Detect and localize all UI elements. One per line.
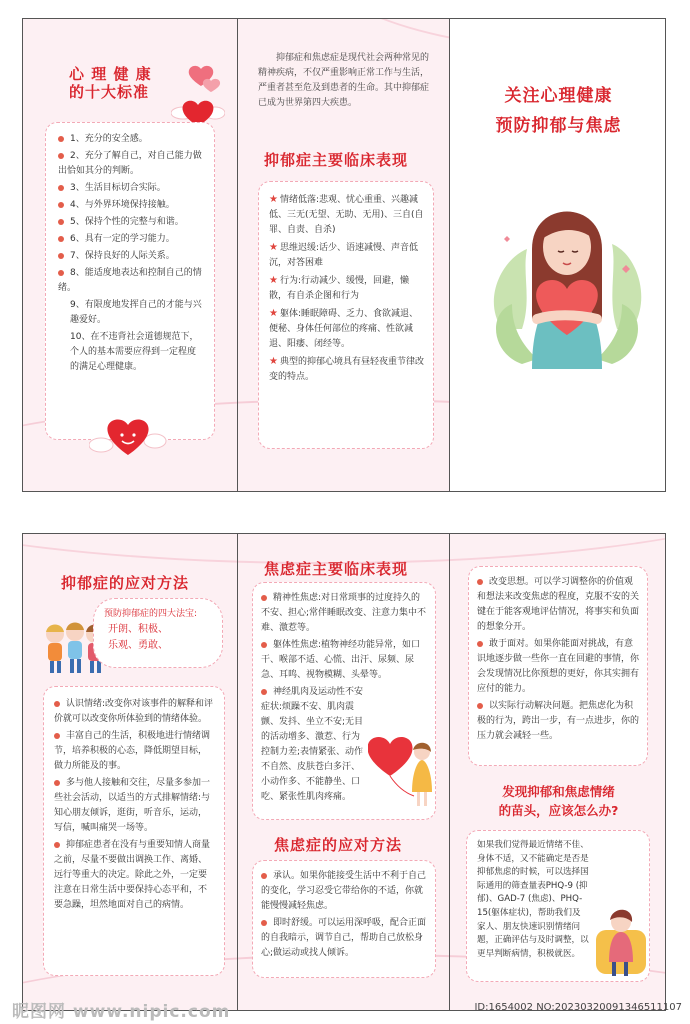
image-id-text: ID:1654002 NO:20230320091346511107: [474, 1002, 682, 1013]
four-treasures-bubble: [93, 598, 223, 668]
section-heading: 焦虑症的应对方法: [274, 836, 403, 854]
list-item: ★ 情绪低落:悲观、忧心重重、兴趣减低、三无(无望、无助、无用)、三自(自罪、自责、自杀): [269, 194, 424, 235]
list-item: 7、保持良好的人际关系。: [58, 249, 204, 264]
title-line-1: 心 理 健 康: [69, 65, 152, 83]
list-item: ★ 躯体:睡眠障碍、乏力、食欲减退、便秘、身体任何部位的疼痛、性欲减退、阳痿、闭经等。: [269, 308, 419, 349]
footer: [0, 994, 690, 1024]
list-item: 躯体性焦虑:植物神经功能异常，如口干、喉部不适、心慌、出汗、尿频、尿急、耳鸣、视物模糊、头晕等。: [261, 640, 421, 680]
brochure-back-sheet: [22, 533, 666, 1011]
cover-title-line-2: 预防抑郁与焦虑: [495, 116, 622, 136]
list-item: 神经肌肉及运动性不安症状:烦躁不安、肌肉震颤、发抖、坐立不安;无目的活动增多、激惹、行为控制力差;表情紧张、动作不自然、皮肤苍白多汗、小动作多、不能静坐、口吃、紧张性肌肉疼痛。: [261, 687, 364, 802]
list-item: 抑郁症患者在没有与重要知情人商量之前，尽量不要做出调换工作、离婚、远行等重大的决定。除此之外，一定要注意在日常生活中要保持心态平和，不要急躁，坦然地面对自己的病情。: [54, 840, 211, 910]
list-item: ★ 思维迟缓:话少、语速减慢、声音低沉，对答困难: [269, 242, 419, 268]
panel-depression-symptoms: [238, 19, 450, 491]
list-item: 敢于面对。如果你能面对挑战，有意识地逐步做一些你一直在回避的事情，你会发现情况比你预想的更好，你其实拥有应付的能力。: [477, 639, 640, 694]
panel-cover: [450, 19, 666, 491]
intro-paragraph: 抑郁症和焦虑症是现代社会两种常见的精神疾病，不仅严重影响正常工作与生活，严重者甚至危及到患者的生命。其中抑郁症已成为世界第四大疾患。: [258, 53, 430, 108]
title-line-2: 的十大标准: [69, 83, 150, 101]
depression-symptoms-list: [258, 181, 434, 449]
cover-title: [450, 81, 666, 141]
list-item: 2、充分了解自己，对自己能力做出恰如其分的判断。: [58, 151, 202, 176]
list-item: 6、具有一定的学习能力。: [58, 232, 204, 247]
list-item: 精神性焦虑:对日常琐事的过度持久的不安、担心;常伴睡眠改变、注意力集中不难、激惹等。: [261, 593, 427, 633]
list-item: 即时舒缓。可以运用深呼吸，配合正面的自我暗示，调节自己，帮助自己放松身心;做运动或找人倾诉。: [261, 918, 427, 958]
standards-list: [45, 122, 215, 440]
list-item: 改变思想。可以学习调整你的价值观和想法来改变焦虑的程度，克服不安的关键在于能客观地评估情况，将事实和负面的想象分开。: [477, 577, 640, 632]
anxiety-coping-list: [252, 860, 436, 978]
section-heading: [450, 782, 666, 820]
panel-anxiety-symptoms-coping: [238, 534, 450, 1010]
girl-with-heart-balloon-illustration: [368, 730, 436, 810]
tips-title: 预防抑郁症的四大法宝:: [104, 609, 198, 619]
list-item: 以实际行动解决问题。把焦虑化为积极的行为，跨出一步，有一点进步，你的压力就会减轻一些。: [477, 701, 640, 741]
tips-line-1: 开朗、积极、: [108, 624, 168, 635]
smiling-heart-icon: [89, 411, 167, 461]
list-item: ★ 典型的抑郁心境具有昼轻夜重节律改变的特点。: [269, 356, 424, 382]
panel-depression-coping: [23, 534, 238, 1010]
list-item: 3、生活目标切合实际。: [58, 181, 204, 196]
screening-advice-text: 如果我们觉得最近情绪不佳、身体不适，又不能确定是否是抑郁焦虑的时候，可以选择国际通用的筛查量表PHQ-9 (抑郁)、GAD-7 (焦虑)、PHQ-15(躯体症状)，帮助我们及家人、朋友快速识别情绪问题，正确评估与及时调整，以更早判断病情，积极就医。: [477, 840, 589, 959]
list-item: 10、在不违背社会道德规范下，个人的基本需要应得到一定程度的满足心理健康。: [70, 332, 199, 372]
heading-line-1: 发现抑郁和焦虑情绪: [502, 784, 615, 799]
watermark-text: 昵图网 www.nipic.com: [12, 1002, 231, 1022]
list-item: 1、充分的安全感。: [58, 132, 204, 147]
depression-coping-list: [43, 686, 225, 976]
girl-hugging-heart-illustration: [482, 179, 652, 369]
panel-title: [69, 65, 152, 101]
list-item: 丰富自己的生活，积极地进行情绪调节，培养积极的心态，降低期望目标，做力所能及的事。: [54, 731, 211, 771]
panel-anxiety-coping-continued: [450, 534, 666, 1010]
brochure-front-sheet: [22, 18, 666, 492]
list-item: 9、有限度地发挥自己的才能与兴趣爱好。: [70, 300, 202, 325]
tips-line-2: 乐观、勇敢、: [108, 640, 168, 651]
section-heading: 抑郁症的应对方法: [61, 574, 190, 592]
list-item: 承认。如果你能接受生活中不利于自己的变化，学习忍受它带给你的不适，你就能慢慢减轻焦虑。: [261, 871, 427, 911]
girl-in-armchair-illustration: [592, 900, 650, 980]
section-heading: 焦虑症主要临床表现: [264, 560, 409, 578]
list-item: 5、保持个性的完整与和谐。: [58, 215, 204, 230]
section-heading: 抑郁症主要临床表现: [264, 151, 409, 169]
heading-line-2: 的苗头，应该怎么办?: [498, 803, 619, 818]
cover-title-line-1: 关注心理健康: [504, 86, 613, 106]
list-item: 认识情绪:改变你对该事件的解释和评价就可以改变你所体验到的情绪体验。: [54, 699, 214, 724]
anxiety-coping-list-continued: [468, 566, 648, 766]
list-item: 多与他人接触和交往，尽量多参加一些社会活动，以适当的方式排解情绪:与知心朋友倾诉，逛街，听音乐，运动，写信，喊叫痛哭一场等。: [54, 778, 211, 833]
list-item: ★ 行为:行动减少、缓慢，回避，懒散，有自杀企图和行为: [269, 275, 410, 301]
list-item: 8、能适度地表达和控制自己的情绪。: [58, 268, 202, 293]
list-item: 4、与外界环境保持接触。: [58, 198, 204, 213]
panel-mental-health-standards: [23, 19, 238, 491]
